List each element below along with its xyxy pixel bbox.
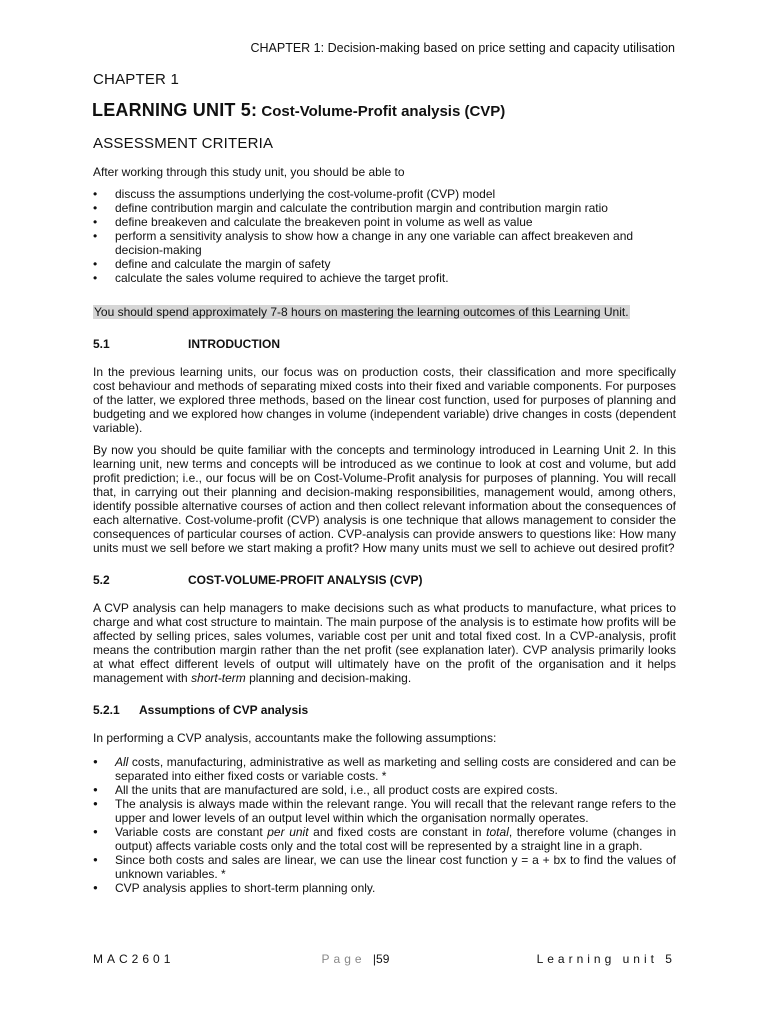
unit-title-prefix: LEARNING UNIT 5: (92, 100, 258, 120)
assumption-emphasis: All (115, 755, 129, 769)
assumption-item: ● CVP analysis applies to short-term planning only. (93, 881, 676, 895)
cvp-emphasis: short-term (191, 671, 246, 685)
assessment-item: • discuss the assumptions underlying the cost-volume-profit (CVP) model (93, 187, 676, 201)
running-header: CHAPTER 1: Decision-making based on price setting and capacity utilisation (250, 41, 675, 55)
unit-title-text: Cost-Volume-Profit analysis (CVP) (261, 103, 506, 120)
assessment-intro: After working through this study unit, you should be able to (93, 165, 405, 179)
assumption-item (93, 755, 676, 783)
cvp-text: A CVP analysis can help managers to make decisions such as what products to manufacture, what prices to charge and what cost structure to maintain. The main purpose of the analysis is to estimate how profits will be affected by selling prices, sales volumes, variable cost per unit and total fixed cost. In a CVP-analysis, profit means the contribution margin rather than the net profit (see explanation later). CVP analysis primarily looks at what effect different levels of output will ultimately have on the profit of the organisation and it helps management with (93, 601, 676, 685)
page-label: Page (321, 952, 366, 966)
assumption-emphasis: per unit (267, 825, 309, 839)
section-number: 5.2 (93, 573, 110, 587)
time-note: You should spend approximately 7-8 hours on mastering the learning outcomes of this Learning Unit. (94, 305, 629, 319)
assessment-heading: ASSESSMENT CRITERIA (93, 135, 274, 152)
course-code: MAC2601 (93, 952, 175, 966)
assumption-text: , therefore volume (changes in output) affects variable costs only and the total cost will be represented by a straight line in a graph. (115, 825, 677, 853)
section-number: 5.2.1 (93, 703, 120, 717)
assessment-item: • define contribution margin and calculate the contribution margin and contribution margin ratio (93, 201, 676, 215)
assumptions-intro: In performing a CVP analysis, accountants make the following assumptions: (93, 731, 497, 745)
assumption-item: ● The analysis is always made within the relevant range. You will recall that the relevant range refers to the upper and lower levels of an output level within which the organisation normally operates. (93, 797, 676, 825)
intro-paragraph-1: In the previous learning units, our focus was on production costs, their classification and more specifically cost behaviour and methods of separating mixed costs into their fixed and variable components. For purposes of the latter, we explored three methods, based on the linear cost function, used for purposes of planning and budgeting and we explored how changes in volume (independent variable) drive changes in costs (dependent variable). (93, 365, 676, 435)
page-number: 59 (376, 952, 390, 966)
chapter-label: CHAPTER 1 (93, 71, 179, 88)
assessment-list (93, 187, 676, 285)
section-heading-5-2 (93, 573, 676, 587)
assumption-text: and fixed costs are constant in (308, 825, 487, 839)
assumption-text: costs, manufacturing, administrative as well as marketing and selling costs are considered and can be separated into either fixed costs or variable costs. * (115, 755, 676, 783)
assessment-item: • define breakeven and calculate the breakeven point in volume as well as value (93, 215, 676, 229)
page-indicator (322, 952, 390, 966)
assumption-emphasis: total (486, 825, 509, 839)
section-title: COST-VOLUME-PROFIT ANALYSIS (CVP) (188, 573, 423, 587)
assessment-item: • define and calculate the margin of safety (93, 257, 676, 271)
assumption-item: ● Since both costs and sales are linear, we can use the linear cost function y = a + bx to find the values of unknown variables. * (93, 853, 676, 881)
assessment-item: • perform a sensitivity analysis to show how a change in any one variable can affect breakeven and decision-making (93, 229, 676, 257)
assessment-item: • calculate the sales volume required to achieve the target profit. (93, 271, 676, 285)
section-title: INTRODUCTION (188, 337, 280, 351)
learning-unit-title (92, 100, 505, 121)
cvp-paragraph (93, 601, 676, 685)
assumptions-list (93, 755, 676, 895)
assumption-item: ● All the units that are manufactured are sold, i.e., all product costs are expired costs. (93, 783, 676, 797)
page-footer (93, 952, 676, 966)
cvp-text-end: planning and decision-making. (245, 671, 412, 685)
section-number: 5.1 (93, 337, 110, 351)
assumption-item (93, 825, 676, 853)
assumption-text: Variable costs are constant (115, 825, 268, 839)
intro-paragraph-2: By now you should be quite familiar with the concepts and terminology introduced in Learning Unit 2. In this learning unit, new terms and concepts will be introduced as we continue to look at cost and volume, but add profit prediction; i.e., our focus will be on Cost-Volume-Profit analysis for purposes of planning. You will recall that, in carrying out their planning and decision-making responsibilities, management would, among others, identify possible alternative courses of action and then collect relevant information about the consequences of each alternative. Cost-volume-profit (CVP) analysis is one technique that allows management to consider the consequences of particular courses of action. CVP-analysis can provide answers to questions like: How many units must we sell before we start making a profit? How many units must we sell to achieve out desired profit? (93, 443, 676, 555)
section-title: Assumptions of CVP analysis (139, 703, 309, 717)
page-separator: | (372, 952, 377, 966)
unit-label: Learning unit 5 (536, 952, 676, 966)
section-heading-5-1 (93, 337, 676, 351)
page-body (93, 165, 676, 895)
section-heading-5-2-1 (93, 703, 676, 717)
